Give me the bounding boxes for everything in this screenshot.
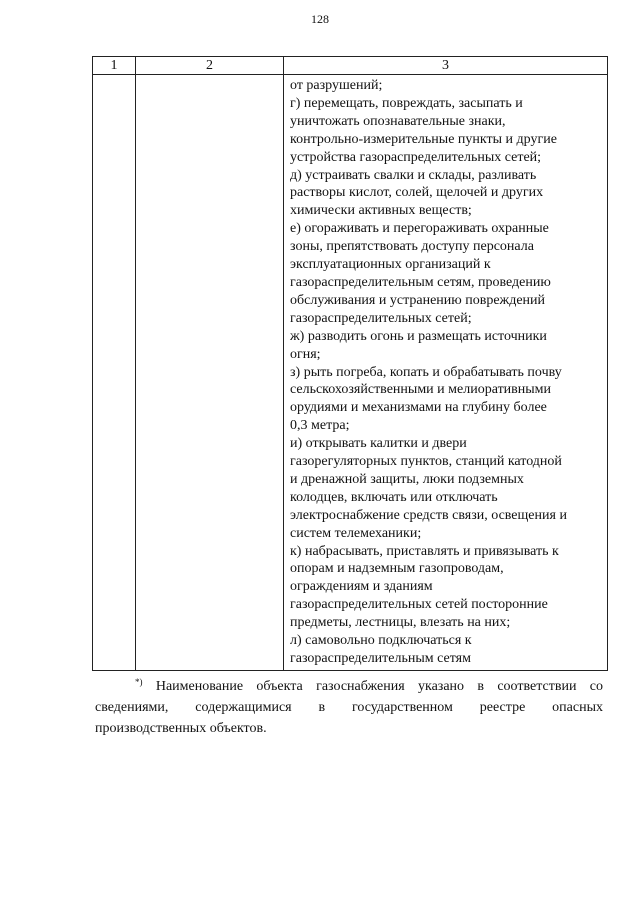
column-3-line: электроснабжение средств связи, освещения и — [290, 507, 567, 523]
column-3-line: от разрушений; — [290, 78, 383, 93]
column-3-line: з) рыть погреба, копать и обрабатывать почву — [290, 364, 562, 380]
column-3-line: д) устраивать свалки и склады, разливать — [290, 167, 537, 183]
column-3-line: газорегуляторных пунктов, станций катодной — [290, 454, 562, 470]
table-row — [93, 75, 608, 671]
column-3-line: обслуживания и устранению повреждений — [290, 292, 546, 308]
document-table — [92, 56, 608, 671]
footnote-text-1: Наименование объекта газоснабжения указано в соответствии со — [155, 679, 603, 694]
column-3-line: устройства газораспределительных сетей; — [290, 149, 542, 165]
page-number: 128 — [311, 12, 329, 26]
column-3-line: л) самовольно подключаться к — [290, 633, 472, 649]
column-3-line: 0,3 метра; — [290, 418, 350, 434]
column-3-line: химически активных веществ; — [290, 203, 472, 219]
column-header-3: 3 — [284, 57, 608, 75]
column-3-text — [284, 75, 607, 670]
column-3-line: опорам и надземным газопроводам, — [290, 561, 504, 577]
column-3-line: г) перемещать, повреждать, засыпать и — [290, 95, 523, 111]
column-3-line: уничтожать опознавательные знаки, — [290, 113, 506, 129]
column-3-line: огня; — [290, 346, 321, 362]
footnote-line-3: производственных объектов. — [95, 721, 267, 736]
table-header-row — [93, 57, 608, 75]
column-3-line: и) открывать калитки и двери — [290, 436, 467, 452]
column-3-line: к) набрасывать, приставлять и привязывать к — [290, 543, 559, 559]
column-3-line: зоны, препятствовать доступу персонала — [290, 239, 534, 255]
column-header-2: 2 — [136, 57, 284, 75]
column-3-line: и дренажной защиты, люки подземных — [290, 471, 524, 487]
column-2-cell — [136, 75, 284, 671]
footnote-line-2: сведениями, содержащимися в государственном реестре опасных — [95, 700, 603, 715]
column-3-line: сельскохозяйственными и мелиоративными — [290, 382, 552, 398]
column-header-1: 1 — [93, 57, 136, 75]
column-3-line: контрольно-измерительные пункты и другие — [290, 131, 557, 147]
column-3-line: эксплуатационных организаций к — [290, 257, 491, 273]
column-3-line: газораспределительным сетям — [290, 651, 471, 666]
column-3-line: е) огораживать и перегораживать охранные — [290, 221, 549, 237]
column-3-cell — [284, 75, 608, 671]
footnote-line-1 — [95, 672, 603, 697]
column-3-line: газораспределительных сетей посторонние — [290, 597, 548, 613]
footnote — [95, 672, 603, 739]
column-3-line: колодцев, включать или отключать — [290, 489, 498, 505]
column-1-cell — [93, 75, 136, 671]
column-3-line: систем телемеханики; — [290, 525, 422, 541]
column-3-line: растворы кислот, солей, щелочей и других — [290, 185, 544, 201]
column-3-line: ж) разводить огонь и размещать источники — [290, 328, 547, 344]
footnote-mark: *) — [135, 677, 143, 687]
column-3-line: предметы, лестницы, влезать на них; — [290, 615, 511, 631]
column-3-line: ограждениям и зданиям — [290, 579, 433, 595]
column-3-line: газораспределительным сетям, проведению — [290, 274, 551, 290]
column-3-line: газораспределительных сетей; — [290, 310, 472, 326]
column-3-line: орудиями и механизмами на глубину более — [290, 400, 547, 416]
